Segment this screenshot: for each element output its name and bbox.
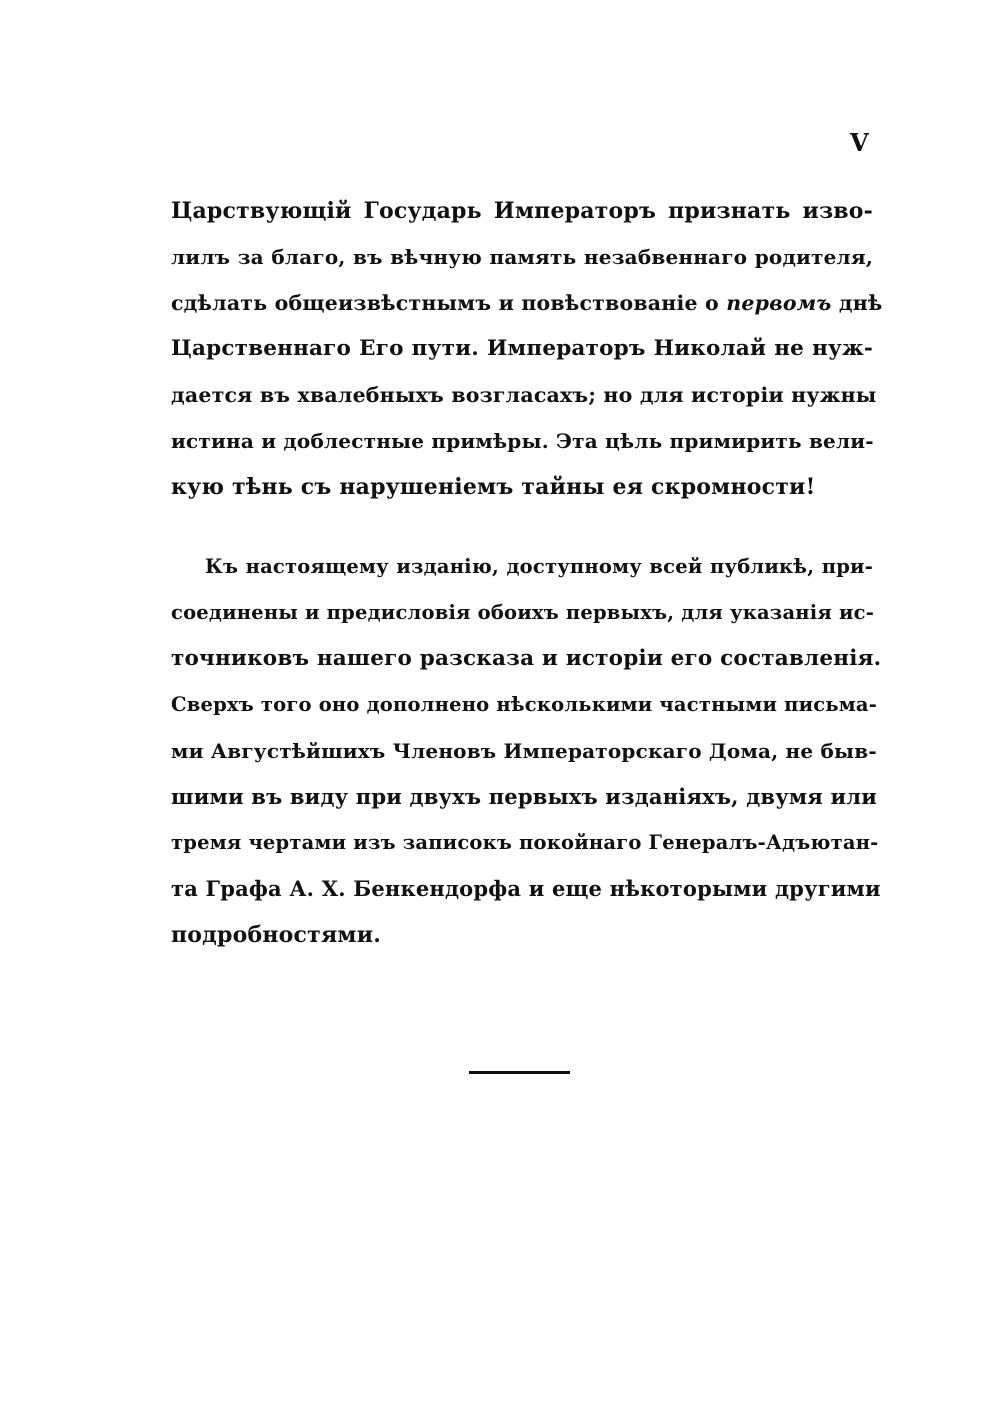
text-line: дается въ хвалебныхъ возгласахъ; но для исторіи нужны: [171, 383, 877, 407]
text-line: лилъ за благо, въ вѣчную память незабвеннаго родителя,: [171, 245, 873, 269]
text-line: Къ настоящему изданію, доступному всей публикѣ, при-: [205, 555, 873, 578]
text-line: соединены и предисловія обоихъ первыхъ, для указанія ис-: [171, 601, 874, 624]
italic-word: первомъ: [726, 291, 832, 315]
paragraph-1: [171, 188, 883, 510]
text-line: подробностями.: [171, 922, 382, 948]
paragraph-2: [171, 544, 882, 958]
text-line: истина и доблестные примѣры. Эта цѣль примирить вели-: [171, 429, 874, 453]
text-line: ми Августѣйшихъ Членовъ Императорскаго Дома, не быв-: [171, 739, 877, 763]
text-line-segment: днѣ: [838, 291, 883, 315]
text-line: Царствующій Государь Императоръ признать изво-: [171, 198, 873, 224]
page-number: V: [850, 128, 869, 157]
text-line-segment: сдѣлать общеизвѣстнымъ и повѣствованіе о: [171, 291, 719, 315]
section-divider-rule: [469, 1071, 570, 1074]
text-line: точниковъ нашего разсказа и исторіи его составленія.: [171, 646, 882, 671]
text-line: кую тѣнь съ нарушеніемъ тайны ея скромности!: [171, 474, 816, 500]
text-line: та Графа А. Х. Бенкендорфа и еще нѣкоторыми другими: [171, 876, 881, 901]
text-line: тремя чертами изъ записокъ покойнаго Генералъ-Адъютан-: [171, 831, 879, 854]
text-line: шими въ виду при двухъ первыхъ изданіяхъ, двумя или: [171, 784, 878, 809]
text-line: [171, 280, 883, 326]
text-line: Царственнаго Его пути. Императоръ Николай не нуж-: [171, 336, 873, 361]
text-line: Сверхъ того оно дополнено нѣсколькими частными письма-: [171, 693, 878, 716]
